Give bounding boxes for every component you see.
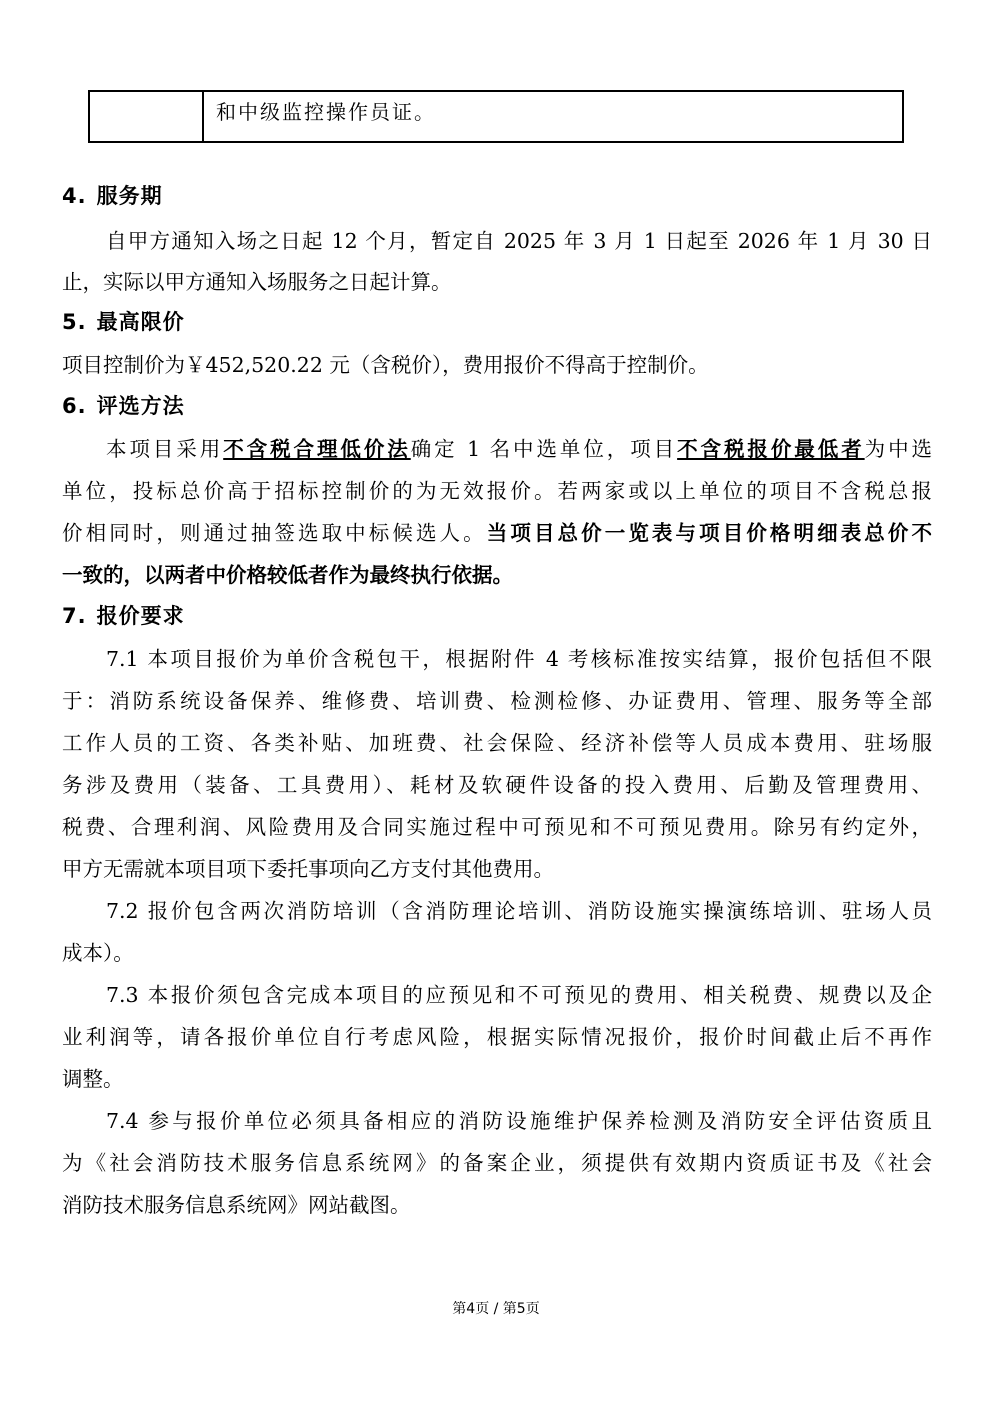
section-number: 6. [62, 394, 87, 418]
text-run: 为中选 [864, 437, 933, 461]
text-run: 确定 1 名中选单位，项目 [410, 437, 678, 461]
paragraph-line: 7.2 报价包含两次消防培训（含消防理论培训、消防设施实操演练培训、驻场人员 [106, 899, 932, 923]
section-number: 4. [62, 184, 87, 208]
underlined-emphasis: 不含税合理低价法 [223, 437, 411, 461]
paragraph-line: 止，实际以甲方通知入场服务之日起计算。 [62, 270, 452, 294]
section-title: 报价要求 [96, 604, 185, 628]
text-run: 价相同时，则通过抽签选取中标候选人。 [62, 521, 487, 545]
section-6-heading [62, 390, 185, 420]
paragraph-line: 业利润等，请各报价单位自行考虑风险，根据实际情况报价，报价时间截止后不再作 [62, 1025, 932, 1049]
paragraph-line [62, 516, 932, 546]
paragraph-line: 为《社会消防技术服务信息系统网》的备案企业，须提供有效期内资质证书及《社会 [62, 1151, 932, 1175]
paragraph-line: 工作人员的工资、各类补贴、加班费、社会保险、经济补偿等人员成本费用、驻场服 [62, 731, 932, 755]
paragraph-line: 调整。 [62, 1067, 124, 1091]
section-5-heading [62, 306, 185, 336]
section-4-heading [62, 180, 163, 210]
paragraph-line: 消防技术服务信息系统网》网站截图。 [62, 1193, 411, 1217]
paragraph-line: 务涉及费用（装备、工具费用）、耗材及软硬件设备的投入费用、后勤及管理费用、 [62, 773, 932, 797]
paragraph-line-bold: 一致的，以两者中价格较低者作为最终执行依据。 [62, 563, 513, 587]
page-footer: 第4页 / 第5页 [452, 1301, 540, 1317]
section-title: 服务期 [96, 184, 163, 208]
paragraph-line: 7.3 本报价须包含完成本项目的应预见和不可预见的费用、相关税费、规费以及企 [106, 983, 932, 1007]
paragraph-line: 自甲方通知入场之日起 12 个月，暂定自 2025 年 3 月 1 日起至 2026 年 1 月 30 日 [106, 229, 932, 253]
paragraph-line: 成本）。 [62, 941, 134, 965]
paragraph-line: 项目控制价为￥452,520.22 元（含税价），费用报价不得高于控制价。 [62, 353, 709, 377]
section-number: 5. [62, 310, 87, 334]
paragraph-line: 单位，投标总价高于招标控制价的为无效报价。若两家或以上单位的项目不含税总报 [62, 479, 932, 503]
section-number: 7. [62, 604, 87, 628]
section-7-heading [62, 600, 185, 630]
paragraph-line: 于：消防系统设备保养、维修费、培训费、检测检修、办证费用、管理、服务等全部 [62, 689, 932, 713]
section-title: 评选方法 [96, 394, 185, 418]
section-title: 最高限价 [96, 310, 185, 334]
paragraph-line: 税费、合理利润、风险费用及合同实施过程中可预见和不可预见费用。除另有约定外， [62, 815, 932, 839]
bold-emphasis: 当项目总价一览表与项目价格明细表总价不 [486, 521, 932, 545]
table-row [89, 91, 903, 142]
paragraph-line: 7.4 参与报价单位必须具备相应的消防设施维护保养检测及消防安全评估资质且 [106, 1109, 932, 1133]
paragraph-line: 甲方无需就本项目项下委托事项向乙方支付其他费用。 [62, 857, 554, 881]
underlined-emphasis: 不含税报价最低者 [677, 437, 865, 461]
paragraph-line: 7.1 本项目报价为单价含税包干，根据附件 4 考核标准按实结算，报价包括但不限 [106, 647, 932, 671]
table-cell-text: 和中级监控操作员证。 [203, 91, 903, 142]
paragraph-line [106, 432, 932, 462]
table-cell-empty [89, 91, 203, 142]
table-fragment [88, 90, 904, 143]
text-run: 本项目采用 [106, 437, 224, 461]
